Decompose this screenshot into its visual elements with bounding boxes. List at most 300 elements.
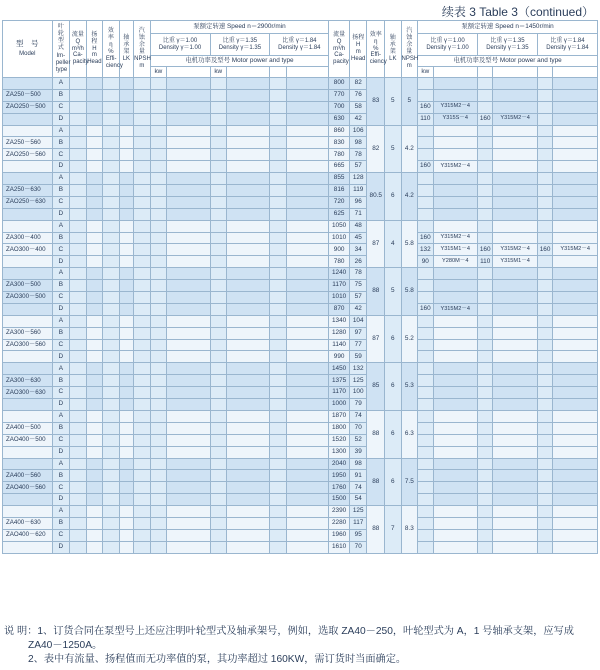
empty-cell (119, 458, 133, 470)
motor-type: Y315M1－4 (493, 256, 537, 268)
motor-cell-2900 (210, 410, 227, 422)
empty-cell (103, 541, 120, 553)
model-cell (3, 506, 53, 518)
empty-cell (70, 125, 87, 137)
empty-cell (86, 101, 103, 113)
motor-cell-2900 (167, 327, 210, 339)
motor-cell-2900 (210, 387, 227, 399)
empty-cell (86, 351, 103, 363)
impeller-cell: B (52, 470, 70, 482)
empty-cell (103, 149, 120, 161)
motor-cell-2900 (227, 149, 270, 161)
motor-cell-2900 (270, 482, 287, 494)
empty-cell (134, 125, 151, 137)
empty-cell (119, 256, 133, 268)
motor-cell-2900 (286, 89, 328, 101)
empty-cell (119, 410, 133, 422)
motor-cell-2900 (227, 220, 270, 232)
empty-cell (70, 137, 87, 149)
motor-cell-2900 (270, 208, 287, 220)
header-npsh-cn: 汽蚀余量 (138, 28, 145, 55)
motor-type (493, 434, 537, 446)
impeller-cell: C (52, 387, 70, 399)
table-row (3, 149, 598, 161)
header-type-blank (167, 67, 210, 78)
motor-cell-2900 (286, 363, 328, 375)
empty-cell (134, 422, 151, 434)
motor-cell-2900 (270, 185, 287, 197)
motor-cell-2900 (150, 149, 167, 161)
motor-cell-2900 (167, 196, 210, 208)
empty-cell (70, 149, 87, 161)
motor-type (553, 375, 598, 387)
empty-cell (134, 458, 151, 470)
table-row (3, 482, 598, 494)
impeller-cell: C (52, 196, 70, 208)
head-value: 82 (349, 78, 367, 90)
motor-cell-2900 (210, 399, 227, 411)
empty-cell (103, 292, 120, 304)
motor-cell-2900 (270, 517, 287, 529)
impeller-cell: C (52, 529, 70, 541)
header-d1b-en: Density γ＝1.00 (426, 44, 469, 51)
model-cell: ZA400－560 (3, 470, 53, 482)
motor-cell-2900 (270, 113, 287, 125)
model-cell: ZAO400－620 (3, 529, 53, 541)
motor-kw (477, 149, 492, 161)
header-kw: kw (150, 67, 167, 78)
header-impeller (52, 21, 70, 78)
motor-type (553, 387, 598, 399)
flow-value: 1870 (329, 410, 350, 422)
header-type-blank (433, 67, 477, 78)
motor-type (433, 482, 477, 494)
head-value: 42 (349, 303, 367, 315)
motor-cell-2900 (270, 434, 287, 446)
motor-kw (477, 470, 492, 482)
motor-type (433, 494, 477, 506)
header-head-cn: 扬程 (91, 31, 98, 45)
flow-value: 1170 (329, 387, 350, 399)
motor-cell-2900 (167, 78, 210, 90)
empty-cell (119, 399, 133, 411)
motor-kw (537, 125, 552, 137)
empty-cell (119, 185, 133, 197)
header-flow2-unit: m³/h (333, 45, 346, 52)
empty-cell (103, 387, 120, 399)
empty-cell (86, 399, 103, 411)
empty-cell (119, 220, 133, 232)
motor-cell-2900 (286, 315, 328, 327)
empty-cell (103, 458, 120, 470)
motor-cell-2900 (286, 541, 328, 553)
motor-type (553, 268, 598, 280)
head-value: 52 (349, 434, 367, 446)
empty-cell (70, 113, 87, 125)
motor-cell-2900 (167, 292, 210, 304)
empty-cell (86, 137, 103, 149)
empty-cell (134, 280, 151, 292)
motor-cell-2900 (286, 517, 328, 529)
motor-cell-2900 (167, 446, 210, 458)
motor-type (553, 506, 598, 518)
motor-cell-2900 (167, 315, 210, 327)
motor-cell-2900 (227, 351, 270, 363)
motor-cell-2900 (286, 101, 328, 113)
empty-cell (119, 113, 133, 125)
motor-cell-2900 (167, 268, 210, 280)
head-value: 104 (349, 315, 367, 327)
motor-type (493, 339, 537, 351)
impeller-cell: C (52, 434, 70, 446)
flow-value: 1950 (329, 470, 350, 482)
model-cell: ZA300－560 (3, 327, 53, 339)
header-head-en: Head (87, 59, 102, 66)
motor-type (433, 351, 477, 363)
motor-cell-2900 (286, 387, 328, 399)
header-d2-en: Density γ＝1.35 (218, 44, 262, 51)
motor-type (553, 196, 598, 208)
flow-value: 1610 (329, 541, 350, 553)
motor-cell-2900 (167, 208, 210, 220)
motor-type (493, 280, 537, 292)
motor-cell-2900 (227, 517, 270, 529)
empty-cell (119, 327, 133, 339)
motor-cell-2900 (227, 256, 270, 268)
motor-type (493, 268, 537, 280)
empty-cell (119, 375, 133, 387)
motor-cell-2900 (270, 196, 287, 208)
header-eff-unit: % (108, 49, 114, 55)
motor-type (553, 351, 598, 363)
empty-cell (119, 446, 133, 458)
motor-cell-2900 (167, 541, 210, 553)
flow-value: 625 (329, 208, 350, 220)
motor-cell-2900 (270, 137, 287, 149)
header-d1-en: Density γ＝1.00 (158, 44, 202, 51)
motor-cell-2900 (286, 137, 328, 149)
empty-cell (134, 220, 151, 232)
empty-cell (86, 113, 103, 125)
motor-type (493, 387, 537, 399)
model-cell: ZAO300－560 (3, 339, 53, 351)
motor-cell-2900 (270, 410, 287, 422)
empty-cell (70, 434, 87, 446)
motor-cell-2900 (270, 268, 287, 280)
motor-type (493, 292, 537, 304)
empty-cell (70, 303, 87, 315)
motor-cell-2900 (210, 303, 227, 315)
motor-kw (537, 399, 552, 411)
empty-cell (103, 89, 120, 101)
empty-cell (119, 494, 133, 506)
empty-cell (86, 232, 103, 244)
motor-type (553, 434, 598, 446)
motor-kw (537, 78, 552, 90)
motor-type (553, 494, 598, 506)
motor-cell-2900 (167, 125, 210, 137)
header-head2-en: Head (351, 55, 366, 62)
motor-cell-2900 (286, 149, 328, 161)
motor-type (493, 161, 537, 173)
motor-kw (537, 470, 552, 482)
flow-value: 1010 (329, 292, 350, 304)
motor-cell-2900 (150, 446, 167, 458)
motor-cell-2900 (286, 339, 328, 351)
flow-value: 1300 (329, 446, 350, 458)
header-efficiency (103, 21, 123, 78)
empty-cell (86, 220, 103, 232)
motor-kw: 160 (418, 161, 433, 173)
motor-cell-2900 (286, 161, 328, 173)
empty-cell (134, 149, 151, 161)
table-row (3, 541, 598, 553)
table-row (3, 256, 598, 268)
motor-type (433, 517, 477, 529)
empty-cell (103, 422, 120, 434)
impeller-cell: B (52, 137, 70, 149)
model-cell: ZAO250－560 (3, 149, 53, 161)
motor-cell-2900 (150, 517, 167, 529)
motor-kw (537, 303, 552, 315)
header-bearing-en: LK (122, 55, 131, 62)
impeller-cell: B (52, 422, 70, 434)
motor-type (493, 446, 537, 458)
empty-cell (70, 315, 87, 327)
header-speed-2900: 泵额定转速 Speed n＝2900r/min (150, 21, 329, 34)
head-value: 57 (349, 161, 367, 173)
empty-cell (119, 161, 133, 173)
motor-cell-2900 (286, 506, 328, 518)
model-cell (3, 351, 53, 363)
notes (4, 625, 594, 666)
header-head-unit: m (91, 52, 97, 59)
motor-type: Y315S－4 (433, 113, 477, 125)
header-npsh-2 (401, 21, 418, 78)
motor-cell-2900 (270, 303, 287, 315)
motor-type (433, 327, 477, 339)
motor-cell-2900 (227, 458, 270, 470)
motor-kw (537, 410, 552, 422)
header-model (3, 21, 53, 78)
motor-type (493, 232, 537, 244)
motor-cell-2900 (210, 494, 227, 506)
model-cell (3, 173, 53, 185)
motor-cell-2900 (210, 268, 227, 280)
head-value: 39 (349, 446, 367, 458)
motor-cell-2900 (227, 78, 270, 90)
motor-cell-2900 (167, 482, 210, 494)
motor-kw (477, 125, 492, 137)
table-row (3, 529, 598, 541)
motor-type (493, 458, 537, 470)
flow-value: 1050 (329, 220, 350, 232)
motor-type (553, 113, 598, 125)
impeller-cell: A (52, 458, 70, 470)
motor-cell-2900 (150, 232, 167, 244)
header-d3b-cn: 比重 γ＝1.84 (550, 37, 585, 44)
empty-cell (103, 78, 120, 90)
table-row (3, 506, 598, 518)
empty-cell (86, 244, 103, 256)
header-npsh-en: NPSH (134, 55, 151, 62)
motor-type (553, 232, 598, 244)
impeller-cell: A (52, 78, 70, 90)
head-value: 34 (349, 244, 367, 256)
motor-cell-2900 (227, 280, 270, 292)
head-value: 119 (349, 185, 367, 197)
empty-cell (134, 185, 151, 197)
empty-cell (86, 292, 103, 304)
empty-cell (86, 529, 103, 541)
motor-cell-2900 (227, 470, 270, 482)
motor-type (493, 470, 537, 482)
impeller-cell: D (52, 208, 70, 220)
motor-type (433, 220, 477, 232)
motor-kw (537, 506, 552, 518)
motor-kw (477, 529, 492, 541)
header-head (86, 21, 103, 78)
motor-type (493, 506, 537, 518)
bearing-value: 6 (385, 458, 402, 506)
motor-cell-2900 (167, 422, 210, 434)
empty-cell (86, 387, 103, 399)
motor-cell-2900 (210, 256, 227, 268)
table-row (3, 494, 598, 506)
motor-type (553, 482, 598, 494)
header-eff2-cn: 效率 (369, 31, 382, 38)
empty-cell (70, 458, 87, 470)
empty-cell (119, 292, 133, 304)
motor-cell-2900 (286, 434, 328, 446)
motor-kw (537, 101, 552, 113)
empty-cell (103, 125, 120, 137)
motor-kw (537, 458, 552, 470)
impeller-cell: A (52, 220, 70, 232)
empty-cell (103, 113, 120, 125)
empty-cell (119, 137, 133, 149)
motor-cell-2900 (227, 208, 270, 220)
impeller-cell: A (52, 506, 70, 518)
motor-kw (537, 375, 552, 387)
motor-type (493, 78, 537, 90)
motor-kw (418, 434, 433, 446)
head-value: 74 (349, 482, 367, 494)
table-row (3, 410, 598, 422)
empty-cell (86, 161, 103, 173)
impeller-cell: B (52, 327, 70, 339)
model-cell (3, 315, 53, 327)
empty-cell (134, 446, 151, 458)
motor-type (493, 125, 537, 137)
motor-kw (537, 327, 552, 339)
empty-cell (134, 387, 151, 399)
motor-cell-2900 (227, 446, 270, 458)
flow-value: 770 (329, 89, 350, 101)
motor-cell-2900 (210, 517, 227, 529)
motor-cell-2900 (150, 244, 167, 256)
empty-cell (70, 173, 87, 185)
head-value: 45 (349, 232, 367, 244)
flow-value: 665 (329, 161, 350, 173)
empty-cell (119, 434, 133, 446)
motor-type: Y315M2－4 (433, 232, 477, 244)
motor-type (493, 494, 537, 506)
empty-cell (134, 268, 151, 280)
empty-cell (103, 101, 120, 113)
header-flow-2 (329, 21, 350, 78)
table-header (3, 21, 598, 78)
motor-cell-2900 (150, 327, 167, 339)
empty-cell (86, 494, 103, 506)
head-value: 57 (349, 292, 367, 304)
empty-cell (70, 280, 87, 292)
motor-type (433, 387, 477, 399)
header-d1b-cn: 比重 γ＝1.00 (430, 37, 465, 44)
efficiency-value: 83 (367, 78, 385, 126)
header-head-2 (349, 21, 367, 78)
motor-type (433, 541, 477, 553)
empty-cell (86, 339, 103, 351)
motor-kw (477, 363, 492, 375)
model-cell: ZA250－630 (3, 185, 53, 197)
motor-kw (537, 89, 552, 101)
motor-type (433, 375, 477, 387)
motor-kw (477, 517, 492, 529)
motor-cell-2900 (167, 351, 210, 363)
empty-cell (119, 149, 133, 161)
motor-type (433, 363, 477, 375)
motor-kw (537, 541, 552, 553)
motor-cell-2900 (150, 470, 167, 482)
table-row (3, 161, 598, 173)
model-cell (3, 458, 53, 470)
bearing-value: 6 (385, 315, 402, 363)
motor-cell-2900 (270, 232, 287, 244)
motor-cell-2900 (150, 101, 167, 113)
motor-cell-2900 (270, 256, 287, 268)
empty-cell (119, 303, 133, 315)
head-value: 106 (349, 125, 367, 137)
empty-cell (103, 256, 120, 268)
head-value: 70 (349, 541, 367, 553)
motor-kw: 160 (537, 244, 552, 256)
efficiency-value: 80.5 (367, 173, 385, 221)
motor-kw (537, 422, 552, 434)
flow-value: 1240 (329, 268, 350, 280)
empty-cell (86, 517, 103, 529)
motor-cell-2900 (270, 161, 287, 173)
motor-kw (418, 125, 433, 137)
head-value: 71 (349, 208, 367, 220)
motor-type (493, 149, 537, 161)
motor-kw (537, 434, 552, 446)
motor-kw: 90 (418, 256, 433, 268)
empty-cell (134, 375, 151, 387)
motor-kw (537, 161, 552, 173)
empty-cell (70, 220, 87, 232)
motor-cell-2900 (227, 339, 270, 351)
empty-cell (134, 351, 151, 363)
empty-cell (70, 292, 87, 304)
impeller-cell: D (52, 303, 70, 315)
motor-kw (477, 375, 492, 387)
motor-cell-2900 (286, 458, 328, 470)
motor-kw: 160 (477, 244, 492, 256)
motor-cell-2900 (270, 375, 287, 387)
motor-cell-2900 (210, 541, 227, 553)
empty-cell (86, 327, 103, 339)
